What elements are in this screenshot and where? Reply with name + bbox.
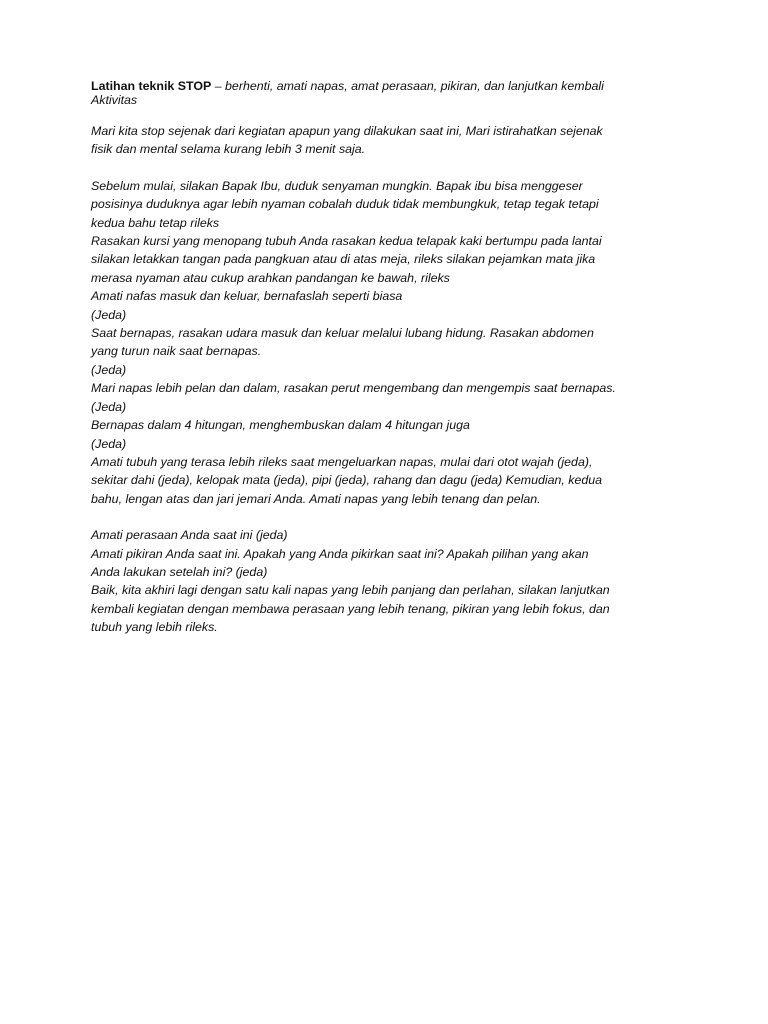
paragraph-spacer [91, 159, 691, 177]
paragraphs-container [91, 122, 691, 637]
paragraph-spacer [91, 508, 691, 526]
text-line: silakan letakkan tangan pada pangkuan atau di atas meja, rileks silakan pejamkan mata jika [91, 252, 596, 267]
text-line: Saat bernapas, rasakan udara masuk dan keluar melalui lubang hidung. Rasakan abdomen [91, 326, 594, 341]
text-line: Rasakan kursi yang menopang tubuh Anda rasakan kedua telapak kaki bertumpu pada lantai [91, 234, 602, 249]
text-line: fisik dan mental selama kurang lebih 3 menit saja. [91, 142, 366, 157]
title-subtitle-text: – berhenti, amati napas, amat perasaan, pikiran, dan lanjutkan kembali [211, 79, 604, 93]
text-line: tubuh yang lebih rileks. [91, 620, 218, 635]
paragraph-2 [91, 177, 691, 508]
text-line: Mari kita stop sejenak dari kegiatan apapun yang dilakukan saat ini, Mari istirahatkan sejenak [91, 124, 603, 138]
paragraph-3 [91, 526, 691, 636]
text-line: Bernapas dalam 4 hitungan, menghembuskan dalam 4 hitungan juga [91, 418, 470, 433]
text-line: yang turun naik saat bernapas. [91, 344, 262, 359]
text-line: Mari napas lebih pelan dan dalam, rasakan perut mengembang dan mengempis saat bernapas. [91, 381, 616, 396]
spacer [91, 107, 691, 122]
text-line: (Jeda) [91, 436, 127, 451]
text-line: Sebelum mulai, silakan Bapak Ibu, duduk senyaman mungkin. Bapak ibu bisa menggeser [91, 178, 583, 193]
paragraph-1 [91, 122, 691, 159]
text-line: Anda lakukan setelah ini? (jeda) [91, 564, 268, 579]
text-line: kembali kegiatan dengan membawa perasaan yang lebih tenang, pikiran yang lebih fokus, dan [91, 601, 610, 616]
document-body [91, 79, 691, 637]
text-line: (Jeda) [91, 307, 127, 322]
text-line: Baik, kita akhiri lagi dengan satu kali napas yang lebih panjang dan perlahan, silakan lanjutkan [91, 583, 610, 598]
text-line: Amati pikiran Anda saat ini. Apakah yang Anda pikirkan saat ini? Apakah pilihan yang akan [91, 546, 589, 561]
document-title [91, 79, 691, 107]
text-line: bahu, lengan atas dan jari jemari Anda. Amati napas yang lebih tenang dan pelan. [91, 491, 541, 506]
text-line: sekitar dahi (jeda), kelopak mata (jeda), pipi (jeda), rahang dan dagu (jeda) Kemudian, kedua [91, 473, 603, 488]
text-line: merasa nyaman atau cukup arahkan pandangan ke bawah, rileks [91, 270, 450, 285]
text-line: (Jeda) [91, 362, 127, 377]
text-line: Amati tubuh yang terasa lebih rileks saat mengeluarkan napas, mulai dari otot wajah (jeda), [91, 454, 593, 469]
title-bold-text: Latihan teknik STOP [91, 79, 212, 93]
text-line: Amati perasaan Anda saat ini (jeda) [91, 528, 288, 543]
text-line: (Jeda) [91, 399, 127, 414]
text-line: Amati nafas masuk dan keluar, bernafaslah seperti biasa [91, 289, 403, 304]
text-line: posisinya duduknya agar lebih nyaman cobalah duduk tidak membungkuk, tetap tegak tetapi [91, 197, 599, 212]
title-second-line: Aktivitas [91, 93, 138, 107]
text-line: kedua bahu tetap rileks [91, 215, 220, 230]
